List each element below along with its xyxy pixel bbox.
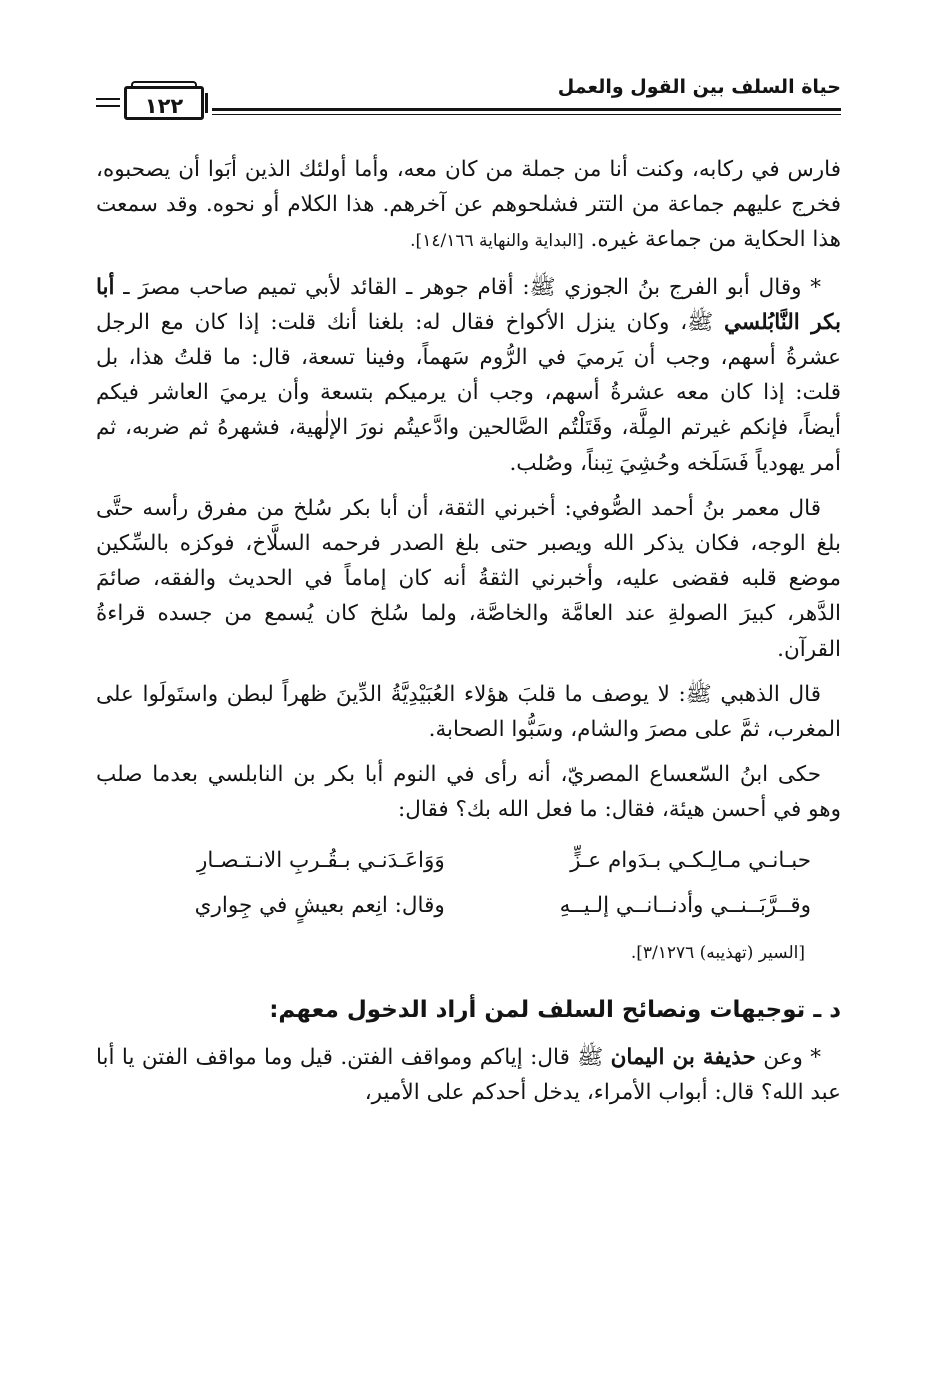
- paragraph: [96, 152, 841, 260]
- section-heading: د ـ توجيهات ونصائح السلف لمن أراد الدخول معهم:: [269, 996, 841, 1023]
- poem-verse: [96, 883, 841, 928]
- paragraph: [96, 1040, 841, 1110]
- paragraph: قال معمر بنُ أحمد الصُّوفي: أخبرني الثقة، أن أبا بكر سُلخ من مفرق رأسه حتَّى بلغ الوجه، فكان يذكر الله ويصبر حتى بلغ الصدر فرحمه السلَّاخ، فوكزه بالسِّكين موضع قلبه فقضى عليه، وأخبرني الثقةُ أنه كان إماماً في الحديث والفقه، صائمَ الدَّهر، كبيرَ الصولةِ عند العامَّة والخاصَّة، ولما سُلخ كان يُسمع من جسده قراءةُ القرآن.: [96, 495, 841, 662]
- paragraph-text: فارس في ركابه، وكنت أنا من جملة من كان معه، وأما أولئك الذين أبَوا أن يصحبوه، فخرج عليهم جماعة من التتر فشلحوهم عن آخرهم. هذا الكلام أو نحوه. وقد سمعت هذا الحكاية من جماعة غيره.: [96, 157, 841, 253]
- poem-verse: [96, 838, 841, 883]
- person-name: حذيفة بن اليمان: [610, 1045, 756, 1071]
- paragraph-text: * وعن: [763, 1045, 821, 1071]
- ornament-bars: [96, 98, 120, 112]
- book-page: [96, 68, 841, 1328]
- paragraph-text: ﷺ قال: إياكم ومواقف الفتن. قيل وما مواقف الفتن يا أبا عبد الله؟ قال: أبواب الأمراء، يدخل أحدكم على الأمير،: [96, 1045, 841, 1106]
- running-title: حياة السلف بين القول والعمل: [557, 76, 841, 98]
- header-rule: [212, 108, 841, 115]
- verse-first-hemistich: وقــرَّبَــنــي وأدنــانــي إلـيــهِ: [559, 892, 811, 918]
- reference: [البداية والنهاية ١٤/١٦٦].: [410, 231, 584, 252]
- paragraph-text: ﷺ، وكان ينزل الأكواخ فقال له: بلغنا أنك قلت: إذا كان مع الرجل عشرةُ أسهم، وجب أن يَرميَ في الرُّوم سَهماً، وفينا تسعة، قال: ما قلتُ هذا، بل قلت: إذا كان معه عشرةُ أسهم، وجب أن يرميكم بتسعة وأن يرميَ العاشر فيكم أيضاً، فإنكم غيرتم المِلَّة، وقَتَلْتُم الصَّالحين وادَّعيتُم نورَ الإلٰهية، فشهرهُ ثم ضربه، ثم أمر يهودياً فَسَلَخه وحُشِيَ تِبناً، وصُلب.: [96, 309, 841, 476]
- page-header: [96, 68, 841, 122]
- paragraph: حكى ابنُ السّعساع المصريّ، أنه رأى في النوم أبا بكر بن النابلسي بعدما صلب وهو في أحسن هيئة، فقال: ما فعل الله بك؟ فقال:: [96, 762, 841, 823]
- paragraph-text: * وقال أبو الفرج بنُ الجوزي ﷺ: أقام جوهر ـ القائد لأبي تميم صاحب مصرَ ـ: [123, 274, 821, 300]
- reference: [السير (تهذيبه) ٣/١٢٧٦].: [630, 942, 805, 963]
- person-name: أبا بكر النَّابُلسي: [96, 274, 841, 335]
- paragraph: قال الذهبي ﷺ: لا يوصف ما قلبَ هؤلاء العُبَيْدِيَّةُ الدِّينَ ظهراً لبطن واستَولَوا على المغرب، ثمَّ على مصرَ والشام، وسَبُّوا الصحابة.: [96, 681, 841, 743]
- verse-second-hemistich: وَوَاعَـدَنـي بـقُـربِ الانـتـصـارِ: [197, 847, 445, 873]
- paragraph: [96, 270, 841, 481]
- poem: [96, 838, 841, 928]
- verse-second-hemistich: وقال: انِعم بعيشٍ في جِواري: [194, 892, 445, 918]
- verse-first-hemistich: حبـانـي مـالِـكـي بـدَوام عـزٍّ: [570, 847, 811, 873]
- page-body: [96, 152, 841, 1120]
- page-number: ١٢٢: [124, 86, 204, 120]
